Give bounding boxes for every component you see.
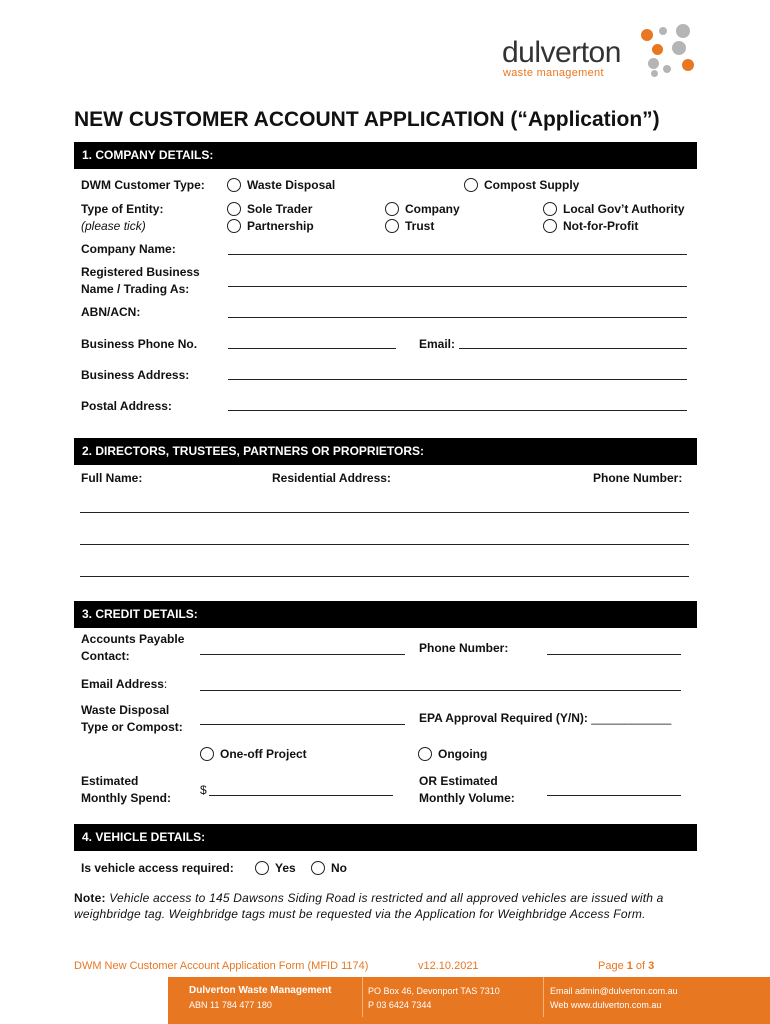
epa-approval-label: EPA Approval Required (Y/N): ____________ xyxy=(419,711,672,725)
radio-circle-icon[interactable] xyxy=(418,747,432,761)
radio-circle-icon[interactable] xyxy=(385,219,399,233)
business-phone-label: Business Phone No. xyxy=(81,337,198,351)
ap-contact-label-line2: Contact: xyxy=(81,649,130,663)
abn-field[interactable] xyxy=(228,317,687,318)
radio-local-gov[interactable]: Local Gov’t Authority xyxy=(543,201,685,217)
volume-label-line2: Monthly Volume: xyxy=(419,791,515,805)
footer-form-name: DWM New Customer Account Application Form (MFID 1174) xyxy=(74,960,369,972)
radio-circle-icon[interactable] xyxy=(255,861,269,875)
customer-type-label: DWM Customer Type: xyxy=(81,178,205,192)
radio-circle-icon[interactable] xyxy=(227,219,241,233)
col-phone-number: Phone Number: xyxy=(593,471,683,485)
credit-phone-field[interactable] xyxy=(547,654,681,655)
vehicle-note: Note: Vehicle access to 145 Dawsons Siding Road is restricted and all approved vehicles are issued with a weighbridge tag. Weighbridge tags must be requested via the Application for Weighbridge Access Form. xyxy=(74,891,664,921)
radio-not-for-profit[interactable]: Not-for-Profit xyxy=(543,218,638,234)
epa-approval-field[interactable]: ____________ xyxy=(591,711,672,725)
radio-circle-icon[interactable] xyxy=(543,219,557,233)
vehicle-access-label: Is vehicle access required: xyxy=(81,861,234,875)
credit-email-field[interactable] xyxy=(200,690,681,691)
business-phone-field[interactable] xyxy=(228,348,396,349)
email-field[interactable] xyxy=(459,348,687,349)
spend-label-line2: Monthly Spend: xyxy=(81,791,171,805)
radio-compost-supply[interactable]: Compost Supply xyxy=(464,177,579,193)
registered-name-field[interactable] xyxy=(228,286,687,287)
credit-phone-label: Phone Number: xyxy=(419,641,509,655)
waste-type-label-line2: Type or Compost: xyxy=(81,720,183,734)
dollar-sign: $ xyxy=(200,783,207,797)
company-name-label: Company Name: xyxy=(81,242,176,256)
monthly-spend-field[interactable] xyxy=(209,795,393,796)
postal-address-label: Postal Address: xyxy=(81,399,172,413)
radio-sole-trader[interactable]: Sole Trader xyxy=(227,201,312,217)
radio-trust[interactable]: Trust xyxy=(385,218,434,234)
footer-company: Dulverton Waste Management xyxy=(189,985,332,996)
radio-circle-icon[interactable] xyxy=(227,202,241,216)
radio-ongoing[interactable]: Ongoing xyxy=(418,746,487,762)
col-full-name: Full Name: xyxy=(81,471,143,485)
footer-po-box: PO Box 46, Devonport TAS 7310 xyxy=(368,986,500,996)
entity-hint: (please tick) xyxy=(81,219,146,233)
company-name-field[interactable] xyxy=(228,254,687,255)
radio-one-off-project[interactable]: One-off Project xyxy=(200,746,307,762)
radio-circle-icon[interactable] xyxy=(200,747,214,761)
radio-circle-icon[interactable] xyxy=(464,178,478,192)
section-header-directors: 2. DIRECTORS, TRUSTEES, PARTNERS OR PROPRIETORS: xyxy=(74,438,697,465)
postal-address-field[interactable] xyxy=(228,410,687,411)
radio-partnership[interactable]: Partnership xyxy=(227,218,314,234)
footer-phone: P 03 6424 7344 xyxy=(368,1000,432,1010)
radio-vehicle-no[interactable]: No xyxy=(311,860,347,876)
section-header-company: 1. COMPANY DETAILS: xyxy=(74,142,697,169)
footer-web[interactable]: Web www.dulverton.com.au xyxy=(550,1000,662,1010)
radio-circle-icon[interactable] xyxy=(385,202,399,216)
footer-version: v12.10.2021 xyxy=(418,960,479,972)
ap-contact-label-line1: Accounts Payable xyxy=(81,632,185,646)
footer-divider xyxy=(543,977,544,1017)
director-row-3-field[interactable] xyxy=(80,576,689,577)
abn-label: ABN/ACN: xyxy=(81,305,141,319)
footer-email[interactable]: Email admin@dulverton.com.au xyxy=(550,986,678,996)
registered-name-label-line2: Name / Trading As: xyxy=(81,282,190,296)
radio-circle-icon[interactable] xyxy=(311,861,325,875)
waste-type-label-line1: Waste Disposal xyxy=(81,703,170,717)
radio-circle-icon[interactable] xyxy=(227,178,241,192)
ap-contact-field[interactable] xyxy=(200,654,405,655)
monthly-volume-field[interactable] xyxy=(547,795,681,796)
email-label: Email: xyxy=(419,337,456,351)
credit-email-label: Email Address: xyxy=(81,677,168,691)
col-residential-address: Residential Address: xyxy=(272,471,391,485)
section-header-vehicle: 4. VEHICLE DETAILS: xyxy=(74,824,697,851)
radio-vehicle-yes[interactable]: Yes xyxy=(255,860,296,876)
section-header-credit: 3. CREDIT DETAILS: xyxy=(74,601,697,628)
radio-waste-disposal[interactable]: Waste Disposal xyxy=(227,177,335,193)
director-row-1-field[interactable] xyxy=(80,512,689,513)
spend-label-line1: Estimated xyxy=(81,774,139,788)
logo-tagline: waste management xyxy=(503,67,604,79)
footer-page: Page 1 of 3 xyxy=(598,960,655,972)
footer-abn: ABN 11 784 477 180 xyxy=(189,1000,272,1010)
footer-divider xyxy=(362,977,363,1017)
entity-label: Type of Entity: xyxy=(81,202,164,216)
director-row-2-field[interactable] xyxy=(80,544,689,545)
waste-type-field[interactable] xyxy=(200,724,405,725)
page-title: NEW CUSTOMER ACCOUNT APPLICATION (“Application”) xyxy=(74,108,660,131)
radio-company[interactable]: Company xyxy=(385,201,460,217)
business-address-label: Business Address: xyxy=(81,368,190,382)
radio-circle-icon[interactable] xyxy=(543,202,557,216)
registered-name-label-line1: Registered Business xyxy=(81,265,200,279)
business-address-field[interactable] xyxy=(228,379,687,380)
logo-wordmark: dulverton xyxy=(502,36,621,69)
volume-label-line1: OR Estimated xyxy=(419,774,498,788)
